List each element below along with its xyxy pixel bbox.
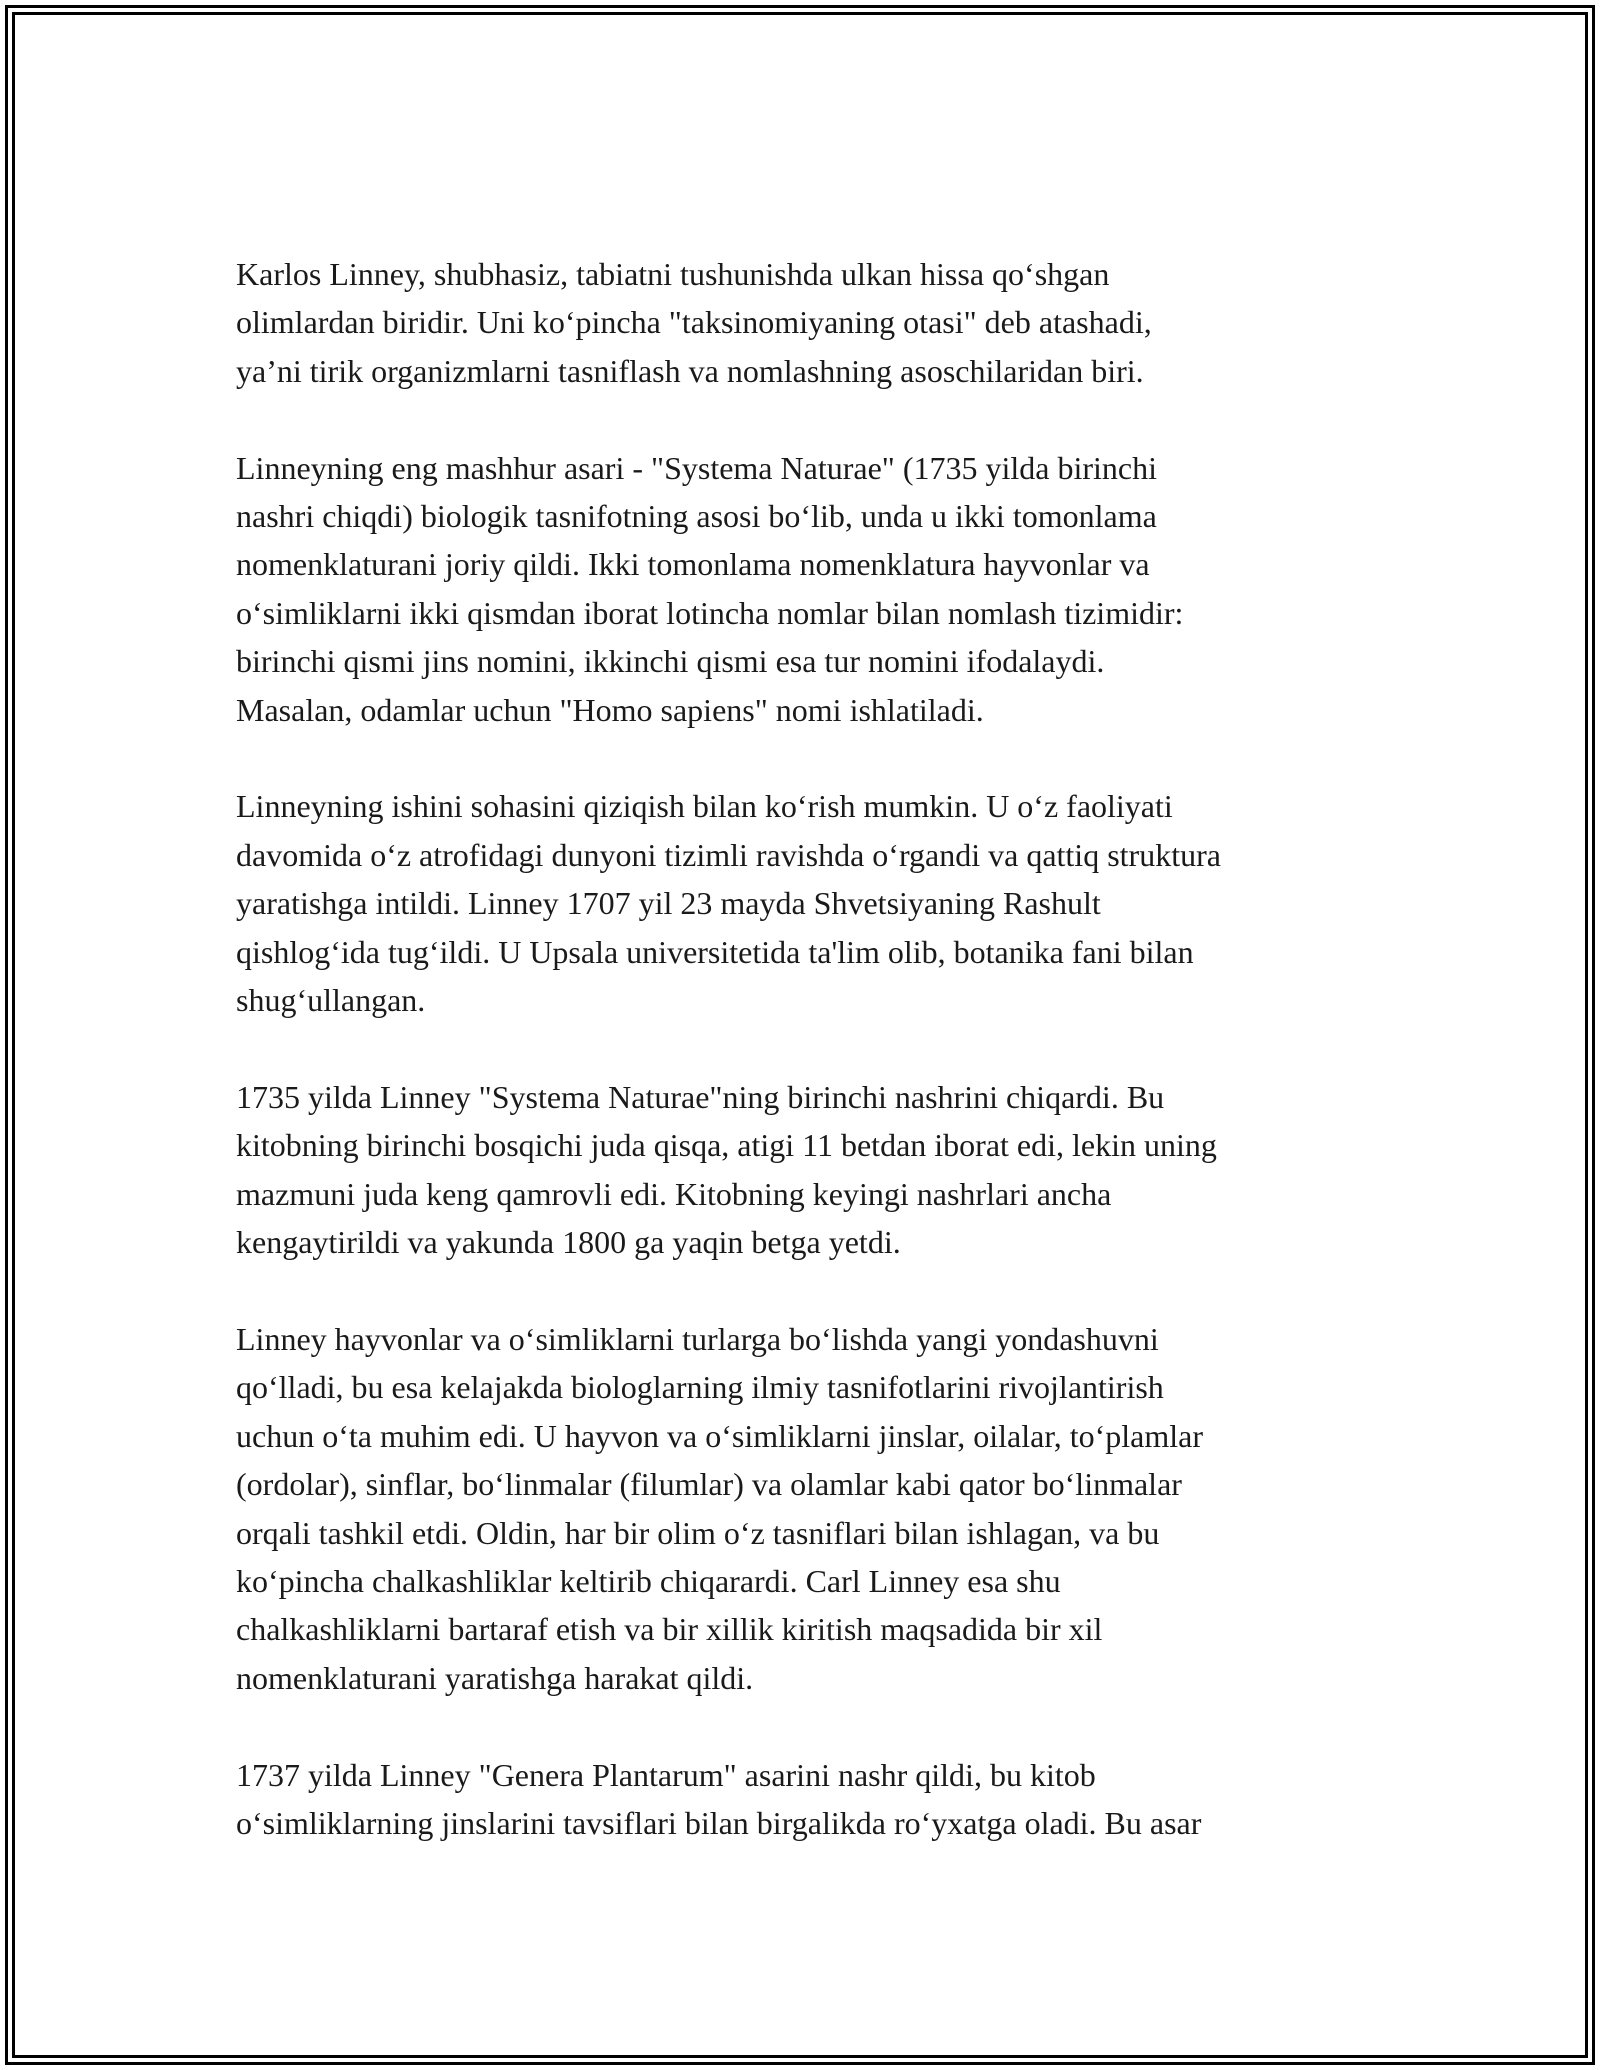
- paragraph-4: 1735 yilda Linney "Systema Naturae"ning birinchi nashrini chiqardi. Bu kitobning birinchi bosqichi juda qisqa, atigi 11 betdan iborat edi, lekin uning mazmuni juda keng qamrovli edi. Kitobning keyingi nashrlari ancha kengaytirildi va yakunda 1800 ga yaqin betga yetdi.: [236, 1078, 1217, 1261]
- paragraph-2: Linneyning eng mashhur asari - "Systema Naturae" (1735 yilda birinchi nashri chiqdi) biologik tasnifotning asosi bo‘lib, unda u ikki tomonlama nomenklaturani joriy qildi. Ikki tomonlama nomenklatura hayvonlar va o‘simliklarni ikki qismdan iborat lotincha nomlar bilan nomlash tizimidir: birinchi qismi jins nomini, ikkinchi qismi esa tur nomini ifodalaydi. Masalan, odamlar uchun "Homo sapiens" nomi ishlatiladi.: [236, 449, 1184, 728]
- paragraph-1: Karlos Linney, shubhasiz, tabiatni tushunishda ulkan hissa qo‘shgan olimlardan biridir. Uni ko‘pincha "taksinomiyaning otasi" deb atashadi, ya’ni tirik organizmlarni tasniflash va nomlashning asoschilaridan biri.: [236, 256, 1152, 389]
- paragraph-5: Linney hayvonlar va o‘simliklarni turlarga bo‘lishda yangi yondashuvni qo‘lladi, bu esa kelajakda biologlarning ilmiy tasnifotlarini rivojlantirish uchun o‘ta muhim edi. U hayvon va o‘simliklarni jinslar, oilalar, to‘plamlar (ordolar), sinflar, bo‘linmalar (filumlar) va olamlar kabi qator bo‘linmalar orqali tashkil etdi. Oldin, har bir olim o‘z tasniflari bilan ishlagan, va bu ko‘pincha chalkashliklar keltirib chiqarardi. Carl Linney esa shu chalkashliklarni bartaraf etish va bir xillik kiritish maqsadida bir xil nomenklaturani yaratishga harakat qildi.: [236, 1320, 1203, 1696]
- paragraph-3: Linneyning ishini sohasini qiziqish bilan ko‘rish mumkin. U o‘z faoliyati davomida o‘z atrofidagi dunyoni tizimli ravishda o‘rgandi va qattiq struktura yaratishga intildi. Linney 1707 yil 23 mayda Shvetsiyaning Rashult qishlog‘ida tug‘ildi. U Upsala universitetida ta'lim olib, botanika fani bilan shug‘ullangan.: [236, 788, 1221, 1019]
- document-body: [236, 250, 1376, 1896]
- paragraph-6: 1737 yilda Linney "Genera Plantarum" asarini nashr qildi, bu kitob o‘simliklarning jinslarini tavsiflari bilan birgalikda ro‘yxatga oladi. Bu asar: [236, 1756, 1202, 1841]
